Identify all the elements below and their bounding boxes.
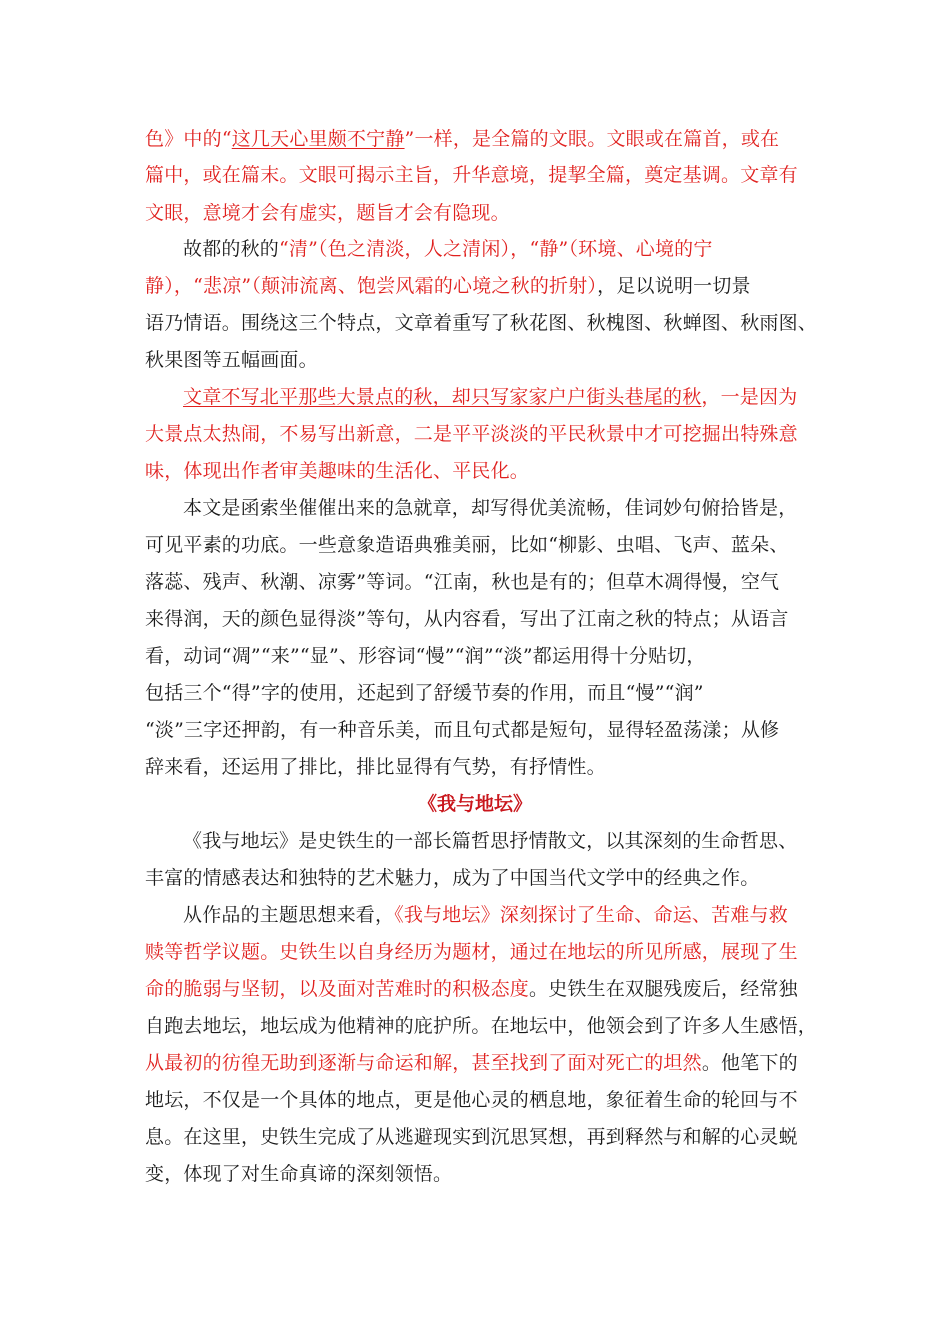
text-run: 。他笔下的 — [701, 1052, 798, 1074]
text-line — [183, 828, 797, 854]
text-run: 包括三个“得”字的使用，还起到了舒缓节奏的作用，而且“慢”“润” — [145, 682, 704, 704]
text-run: 这几天心里颇不宁静 — [231, 128, 405, 150]
text-line — [145, 458, 529, 484]
text-line — [145, 754, 606, 780]
text-line — [145, 532, 789, 558]
text-line — [145, 680, 704, 706]
text-line — [145, 310, 817, 336]
text-run: 秋果图等五幅画面。 — [145, 349, 318, 371]
text-line — [145, 1050, 798, 1076]
text-line — [145, 569, 779, 595]
text-run: 辞来看，还运用了排比，排比显得有气势，有抒情性。 — [145, 756, 606, 778]
section-title: 《我与地坛》 — [417, 793, 532, 815]
text-line — [145, 1161, 452, 1187]
text-run: 命的脆弱与坚韧，以及面对苦难时的积极态度 — [145, 978, 530, 1000]
text-run: 《我与地坛》深刻探讨了生命、命运、苦难与救 — [394, 904, 788, 926]
text-line — [183, 236, 713, 262]
text-run: 可见平素的功底。一些意象造语典雅美丽，比如“柳影、虫唱、飞声、蓝朵、 — [145, 534, 789, 556]
text-line — [183, 902, 788, 928]
text-run: 息。在这里，史铁生完成了从逃避现实到沉思冥想，再到释然与和解的心灵蜕 — [145, 1126, 798, 1148]
text-run: 丰富的情感表达和独特的艺术魅力，成为了中国当代文学中的经典之作。 — [145, 867, 760, 889]
text-line — [145, 1013, 817, 1039]
text-run: “ — [221, 128, 232, 150]
text-run: 文眼，意境才会有虚实，题旨才会有隐现。 — [145, 202, 510, 224]
text-run: “淡”三字还押韵，有一种音乐美，而且句式都是短句，显得轻盈荡漾；从修 — [145, 719, 780, 741]
text-line — [145, 1124, 798, 1150]
text-line — [145, 421, 798, 447]
text-run: 语乃情语。围绕这三个特点，文章着重写了秋花图、秋槐图、秋蝉图、秋雨图、 — [145, 312, 818, 334]
text-run: 地坛，不仅是一个具体的地点，更是他心灵的栖息地，象征着生命的轮回与不 — [145, 1089, 798, 1111]
text-run: 文章不写北平那些大景点的秋，却只写家家户户街头巷尾的秋 — [183, 386, 702, 408]
text-run: 《我与地坛》是史铁生的一部长篇哲思抒情散文，以其深刻的生命哲思、 — [183, 830, 798, 852]
text-run: 赎等哲学议题。史铁生以自身经历为题材，通过在地坛的所见所感，展现了生 — [145, 941, 798, 963]
text-line — [145, 976, 798, 1002]
text-run: 从最初的彷徨无助到逐渐与命运和解，甚至找到了面对死亡的坦然 — [145, 1052, 702, 1074]
text-line — [145, 347, 318, 373]
text-line — [145, 865, 759, 891]
text-line — [145, 606, 789, 632]
text-run: 静），“悲凉”（颠沛流离、饱尝风霜的心境之秋的折射） — [145, 275, 598, 297]
text-line — [145, 643, 706, 669]
text-line — [145, 126, 779, 152]
text-run: 味，体现出作者审美趣味的生活化、平民化。 — [145, 460, 530, 482]
text-run: 变，体现了对生命真谛的深刻领悟。 — [145, 1163, 453, 1185]
text-line — [145, 162, 798, 188]
text-run: 大景点太热闹，不易写出新意，二是平平淡淡的平民秋景中才可挖掘出特殊意 — [145, 423, 798, 445]
text-run: ”一样，是全篇的文眼。文眼或在篇首，或在 — [404, 128, 780, 150]
text-line — [183, 495, 797, 521]
text-run: ，一是因为 — [701, 386, 798, 408]
text-run: 本文是函索坐催催出来的急就章，却写得优美流畅，佳词妙句俯拾皆是， — [183, 497, 798, 519]
text-line — [145, 717, 779, 743]
text-run: 落蕊、残声、秋潮、凉雾”等词。“江南，秋也是有的；但草木凋得慢，空气 — [145, 571, 780, 593]
text-run: 看，动词“凋”“来”“显”、形容词“慢”“润”“淡”都运用得十分贴切， — [145, 645, 706, 667]
text-run: 。史铁生在双腿残废后，经常独 — [529, 978, 798, 1000]
text-line — [145, 1087, 798, 1113]
text-run: 自跑去地坛，地坛成为他精神的庇护所。在地坛中，他领会到了许多人生感悟， — [145, 1015, 818, 1037]
text-run: 从作品的主题思想来看， — [183, 904, 395, 926]
text-line — [145, 200, 510, 226]
text-run: 来得润，天的颜色显得淡”等句，从内容看，写出了江南之秋的特点；从语言 — [145, 608, 789, 630]
text-run: ，足以说明一切景 — [597, 275, 751, 297]
text-line — [183, 384, 797, 410]
text-run: “清”（色之清淡，人之清闲），“静”（环境、心境的宁 — [279, 238, 713, 260]
text-run: 色》中的 — [145, 128, 222, 150]
text-run: 故都的秋的 — [183, 238, 280, 260]
text-line — [145, 273, 751, 299]
text-run: 篇中，或在篇末。文眼可揭示主旨，升华意境，提挈全篇，奠定基调。文章有 — [145, 164, 798, 186]
text-line — [145, 939, 798, 965]
